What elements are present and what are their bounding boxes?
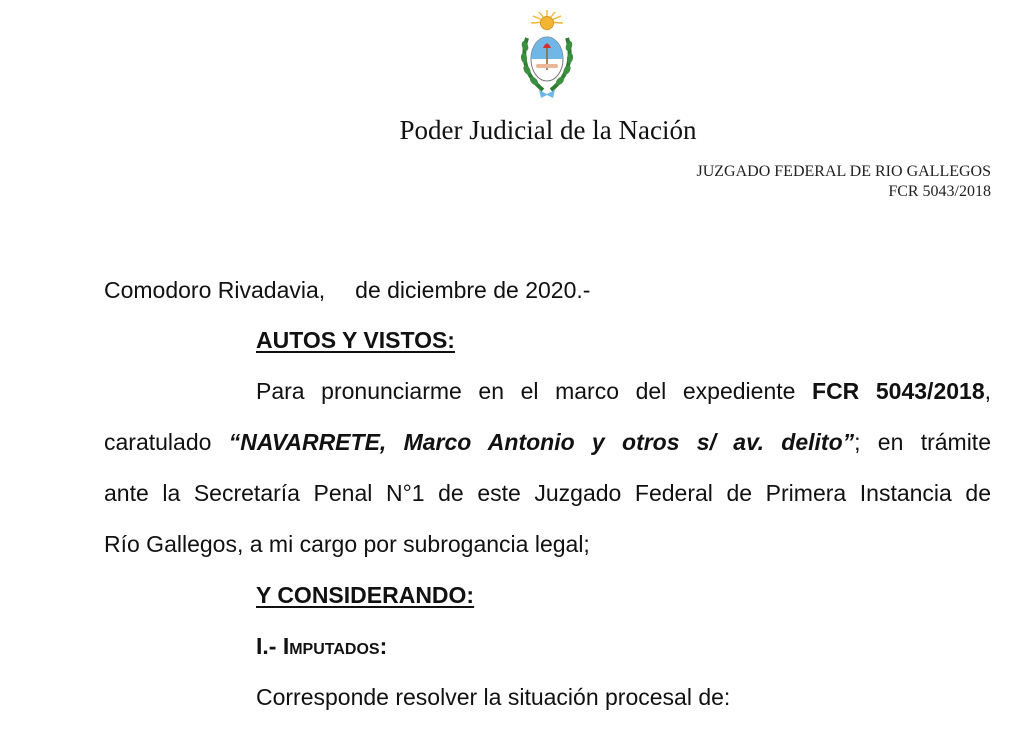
date-line bbox=[104, 275, 590, 305]
para2-prefix: caratulado bbox=[104, 429, 229, 455]
section-colon: : bbox=[379, 633, 388, 659]
paragraph-line-4: Río Gallegos, a mi cargo por subrogancia legal; bbox=[104, 531, 590, 557]
heading-y-considerando: Y CONSIDERANDO: bbox=[256, 582, 475, 608]
case-reference: FCR 5043/2018 bbox=[812, 378, 985, 404]
heading-autos-y-vistos: AUTOS Y VISTOS: bbox=[256, 327, 455, 353]
case-number: FCR 5043/2018 bbox=[888, 183, 991, 200]
paragraph-line-5: Corresponde resolver la situación procesal de: bbox=[256, 684, 731, 710]
section-heading-imputados bbox=[256, 631, 387, 661]
para1-text: Para pronunciarme en el marco del expediente bbox=[256, 378, 813, 404]
court-name: JUZGADO FEDERAL DE RIO GALLEGOS bbox=[696, 163, 991, 180]
paragraph-line-1 bbox=[256, 376, 991, 406]
case-caption: “NAVARRETE, Marco Antonio y otros s/ av. delito” bbox=[228, 429, 855, 455]
section-number: I.- bbox=[256, 633, 283, 659]
date-text: de diciembre de 2020.- bbox=[355, 277, 591, 303]
paragraph-line-2 bbox=[104, 427, 991, 457]
section-title: Imputados bbox=[282, 633, 380, 659]
institution-title: Poder Judicial de la Nación bbox=[399, 115, 697, 145]
coat-of-arms-icon bbox=[515, 8, 579, 104]
para2-suffix: ; en trámite bbox=[854, 429, 991, 455]
court-header bbox=[697, 162, 992, 202]
paragraph-line-3: ante la Secretaría Penal N°1 de este Juzgado Federal de Primera Instancia de bbox=[104, 480, 991, 506]
para1-comma: , bbox=[984, 378, 991, 404]
place-text: Comodoro Rivadavia, bbox=[104, 277, 326, 303]
